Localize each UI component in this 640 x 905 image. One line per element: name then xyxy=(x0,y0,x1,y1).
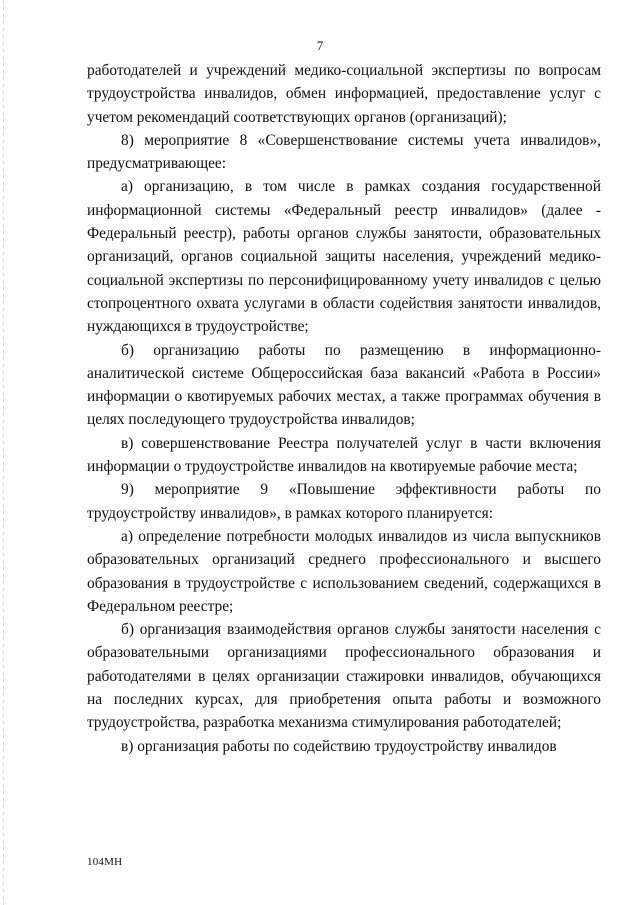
paragraph-item-8: 8) мероприятие 8 «Совершенствование системы учета инвалидов», предусматривающее: xyxy=(87,131,601,173)
paragraph-item-9: 9) мероприятие 9 «Повышение эффективности работы по трудоустройству инвалидов», в рамках которого планируется: xyxy=(87,481,601,522)
paragraph-item-9a: а) определение потребности молодых инвалидов из числа выпускников образовательных организаций среднего профессионального и высшего образования в трудоустройстве с использованием сведений, содержащихся в Федеральном реестре; xyxy=(87,527,601,615)
paragraph-item-9b: б) организация взаимодействия органов службы занятости населения с образовательными организациями профессионального образования и работодателями в целях организации стажировки инвалидов, обучающихся на последних курсах, для приобретения опыта работы и возможного трудоустройства, разработка механизма стимулирования работодателей; xyxy=(87,621,601,732)
page-number: 7 xyxy=(316,38,324,53)
paragraph-item-8b: б) организацию работы по размещению в информационно-аналитической системе Общероссийская база вакансий «Работа в России» информации о квотируемых рабочих местах, а также программах обучения в целях последующего трудоустройства инвалидов; xyxy=(87,341,601,429)
paragraph-continuation: работодателей и учреждений медико-социальной экспертизы по вопросам трудоустройства инвалидов, обмен информацией, предоставление услуг с учетом рекомендаций соответствующих органов (организаций); xyxy=(87,62,601,126)
document-body xyxy=(87,59,601,758)
paragraph-item-8a: а) организацию, в том числе в рамках создания государственной информационной системы «Федеральный реестр инвалидов» (далее - Федеральный реестр), работы органов службы занятости, образовательных организаций, органов социальной защиты населения, учреждений медико-социальной экспертизы по персонифицированному учету инвалидов с целью стопроцентного охвата услугами в области содействия занятости инвалидов, нуждающихся в трудоустройстве; xyxy=(87,178,601,336)
scan-edge-artifact xyxy=(3,0,4,905)
paragraph-item-8v: в) совершенствование Реестра получателей услуг в части включения информации о трудоустройстве инвалидов на квотируемые рабочие места; xyxy=(87,434,601,476)
document-code: 104МН xyxy=(87,856,123,868)
paragraph-item-9v: в) организация работы по содействию трудоустройству инвалидов xyxy=(121,737,557,755)
